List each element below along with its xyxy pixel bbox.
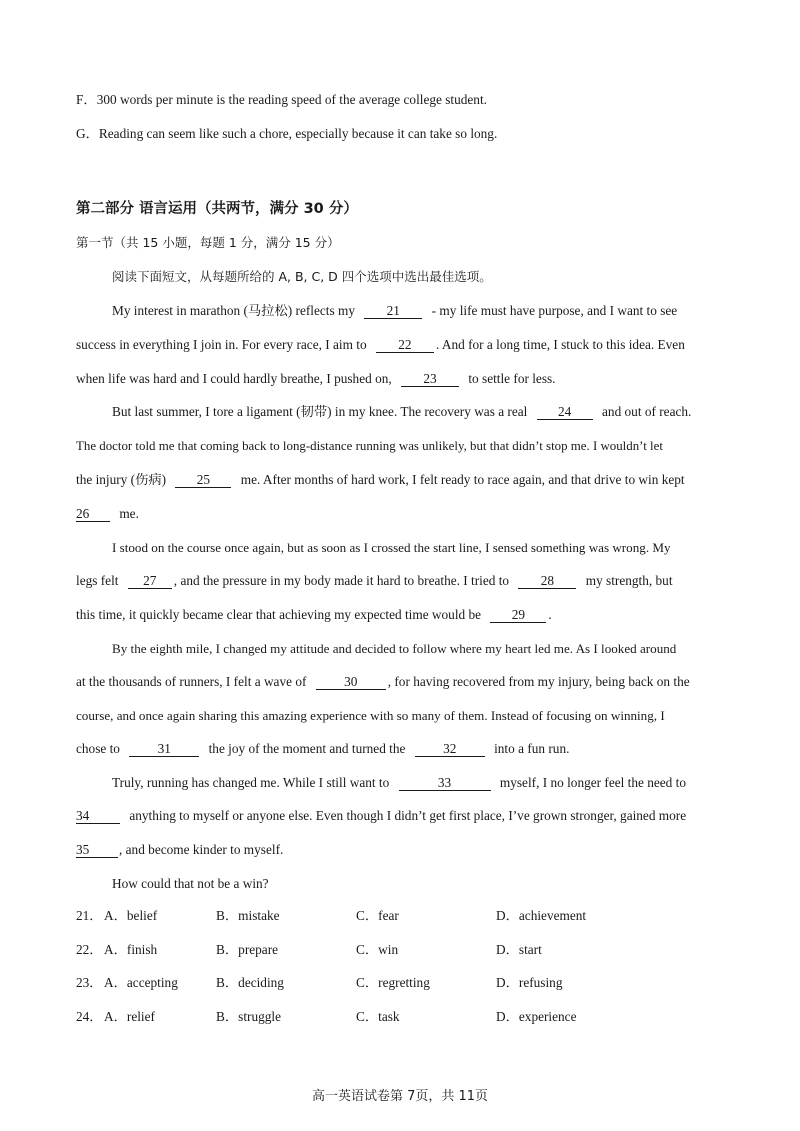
blank-28: 28: [518, 574, 576, 589]
p2-line4: [76, 506, 139, 522]
text: when life was hard and I could hardly breathe, I pushed on,: [76, 371, 392, 386]
blank-24: 24: [537, 405, 593, 420]
option-c[interactable]: C．fear: [356, 908, 399, 923]
text: But last summer, I tore a ligament (韧带) in my knee. The recovery was a real: [112, 404, 528, 419]
question-number: 24．: [76, 1009, 103, 1024]
option-a[interactable]: A．accepting: [104, 975, 178, 990]
blank-22: 22: [376, 338, 434, 353]
p3-line3: [76, 607, 552, 623]
blank-25: 25: [175, 473, 231, 488]
text: .: [548, 607, 552, 622]
question-number: 22．: [76, 942, 103, 957]
option-d[interactable]: D．start: [496, 942, 542, 957]
option-c[interactable]: C．regretting: [356, 975, 430, 990]
p4-line1: By the eighth mile, I changed my attitude and decided to follow where my heart led me. As I looked around: [112, 641, 677, 656]
question-number: 23．: [76, 975, 103, 990]
text: success in everything I join in. For every race, I aim to: [76, 337, 367, 352]
text: , for having recovered from my injury, being back on the: [387, 674, 690, 689]
p5-line1: [112, 775, 686, 791]
blank-29: 29: [490, 608, 546, 623]
text: anything to myself or anyone else. Even though I didn’t get first place, I’ve grown stronger, gained more: [129, 808, 687, 823]
option-d[interactable]: D．achievement: [496, 908, 587, 923]
option-c[interactable]: C．win: [356, 942, 399, 957]
text: legs felt: [76, 573, 119, 588]
text: into a fun run.: [494, 741, 570, 756]
option-g-line: G．Reading can seem like such a chore, especially because it can take so long.: [76, 126, 498, 141]
p3-line2: [76, 573, 673, 589]
option-f-line: F．300 words per minute is the reading speed of the average college student.: [76, 92, 487, 107]
instructions: 阅读下面短文，从每题所给的 A, B, C, D 四个选项中选出最佳选项。: [112, 269, 492, 284]
section-title: 第二部分 语言运用（共两节，满分 30 分）: [76, 201, 358, 217]
text: the injury (伤病): [76, 472, 167, 487]
blank-26: 26: [76, 507, 110, 522]
text: at the thousands of runners, I felt a wave of: [76, 674, 307, 689]
p1-line2: [76, 337, 685, 353]
section-subtitle: 第一节（共 15 小题，每题 1 分，满分 15 分）: [76, 235, 340, 250]
p1-line1: [112, 303, 677, 319]
p2-line3: [76, 472, 685, 488]
text: My interest in marathon (马拉松) reflects my: [112, 303, 355, 318]
text: and out of reach.: [602, 404, 692, 419]
text: myself, I no longer feel the need to: [499, 775, 686, 790]
p5-line2: [76, 808, 686, 824]
blank-23: 23: [401, 372, 459, 387]
option-a[interactable]: A．finish: [104, 942, 158, 957]
blank-21: 21: [364, 304, 422, 319]
text: this time, it quickly became clear that achieving my expected time would be: [76, 607, 482, 622]
p4-line2: [76, 674, 690, 690]
blank-33: 33: [399, 776, 491, 791]
option-b[interactable]: B．prepare: [216, 942, 279, 957]
blank-34: 34: [76, 809, 120, 824]
p4-line4: [76, 741, 569, 757]
blank-31: 31: [129, 742, 199, 757]
blank-35: 35: [76, 843, 118, 858]
p1-line3: [76, 371, 556, 387]
text: . And for a long time, I stuck to this idea. Even: [435, 337, 685, 352]
page-footer: 高一英语试卷第 7页，共 11页: [311, 1089, 489, 1104]
option-b[interactable]: B．mistake: [216, 908, 280, 923]
text: chose to: [76, 741, 120, 756]
option-b[interactable]: B．struggle: [216, 1009, 282, 1024]
p4-line3: course, and once again sharing this amazing experience with so many of them. Instead of focusing on winning, I: [76, 708, 665, 723]
p2-line1: [112, 404, 691, 420]
p6-line1: How could that not be a win?: [112, 876, 269, 891]
blank-30: 30: [316, 675, 386, 690]
text: - my life must have purpose, and I want to see: [431, 303, 678, 318]
text: , and the pressure in my body made it hard to breathe. I tried to: [173, 573, 510, 588]
blank-32: 32: [415, 742, 485, 757]
text: Truly, running has changed me. While I still want to: [112, 775, 390, 790]
text: the joy of the moment and turned the: [208, 741, 406, 756]
blank-27: 27: [128, 574, 172, 589]
option-d[interactable]: D．experience: [496, 1009, 577, 1024]
option-a[interactable]: A．relief: [104, 1009, 155, 1024]
question-number: 21．: [76, 908, 103, 923]
option-d[interactable]: D．refusing: [496, 975, 563, 990]
option-a[interactable]: A．belief: [104, 908, 158, 923]
text: to settle for less.: [468, 371, 556, 386]
text: me. After months of hard work, I felt ready to race again, and that drive to win kept: [240, 472, 685, 487]
p2-line2: The doctor told me that coming back to long-distance running was unlikely, but that didn’t stop me. I wouldn’t let: [76, 439, 663, 453]
option-c[interactable]: C．task: [356, 1009, 400, 1024]
option-b[interactable]: B．deciding: [216, 975, 284, 990]
p3-line1: I stood on the course once again, but as soon as I crossed the start line, I sensed something was wrong. My: [112, 540, 671, 555]
text: me.: [119, 506, 139, 521]
text: my strength, but: [585, 573, 673, 588]
text: , and become kinder to myself.: [119, 842, 284, 857]
p5-line3: [76, 842, 283, 858]
